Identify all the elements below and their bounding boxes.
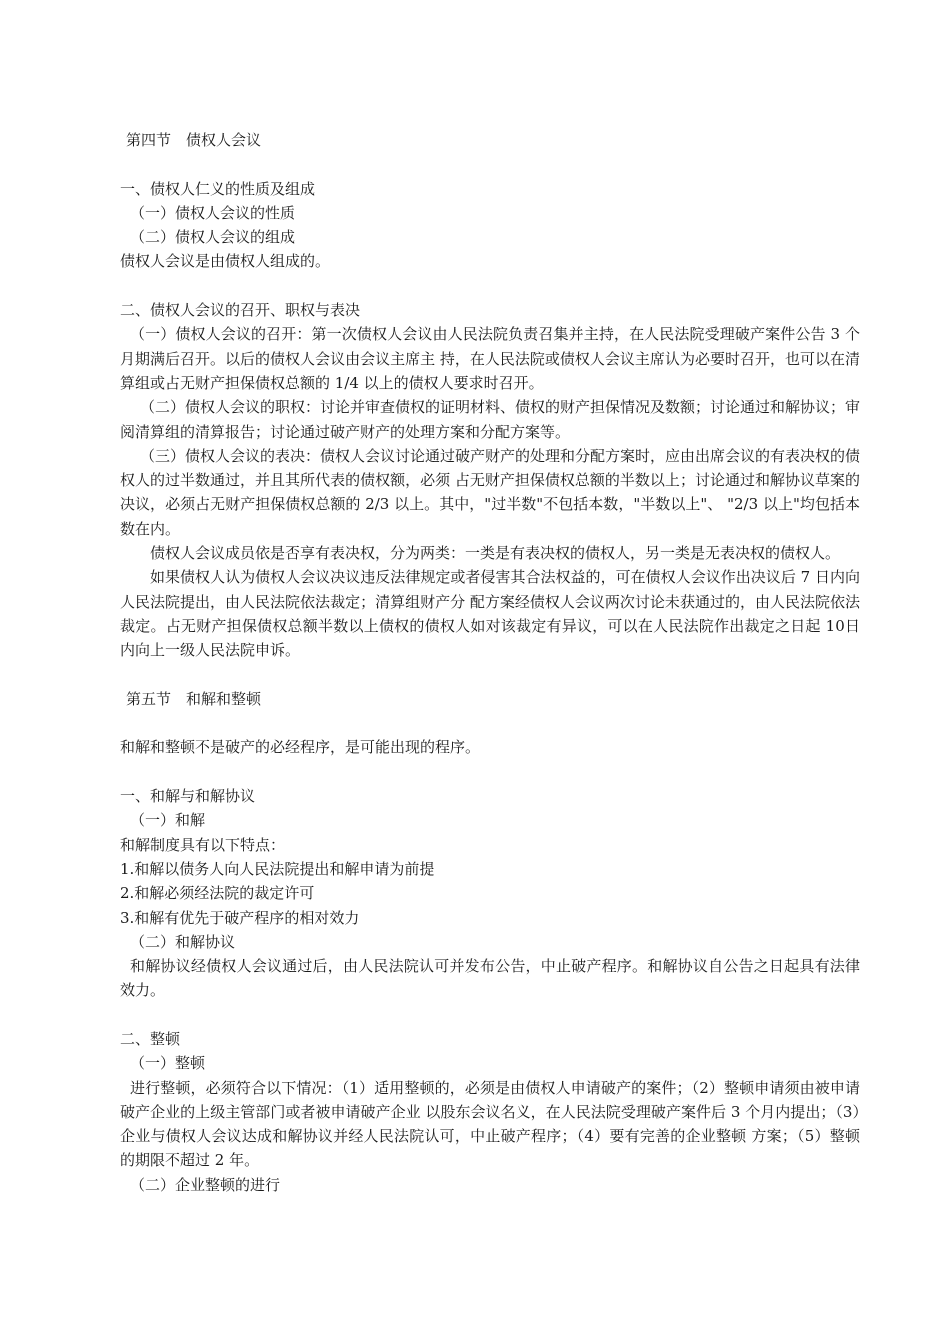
paragraph-settlement-agreement [120,954,860,1003]
spacer [120,663,860,687]
document-body [120,128,860,1197]
paragraph-text: （二）债权人会议的职权：讨论并审查债权的证明材料、债权的财产担保情况及数额；讨论通过和解协议；审阅清算组的清算报告；讨论通过破产财产的处理方案和分配方案等。 [120,398,861,441]
spacer [120,274,860,298]
section-5-part-2-sub-2: （二）企业整顿的进行 [130,1175,281,1194]
paragraph-meeting-voting [120,444,860,541]
section-5-part-2-sub-1: （一）整顿 [130,1054,206,1073]
feature-item: 2.和解必须经法院的裁定许可 [120,884,315,903]
paragraph-text: 和解协议经债权人会议通过后，由人民法院认可并发布公告，中止破产程序。和解协议自公告之日起具有法律效力。 [120,957,860,1000]
paragraph-meeting-powers [120,395,860,444]
feature-item: 3.和解有优先于破产程序的相对效力 [120,908,360,927]
feature-item: 1.和解以债务人向人民法院提出和解申请为前提 [120,859,435,878]
section-5-part-1-sub-2: （二）和解协议 [130,932,236,951]
paragraph-text: 债权人会议成员依是否享有表决权，分为两类：一类是有表决权的债权人，另一类是无表决权的债权人。 [150,544,841,563]
paragraph-member-types [120,541,860,565]
section-5-part-2-heading: 二、整顿 [120,1029,181,1048]
section-4-part-1-text: 债权人会议是由债权人组成的。 [120,252,331,271]
section-5-part-1-heading: 一、和解与和解协议 [120,787,256,806]
section-4-part-1-heading: 一、债权人仁义的性质及组成 [120,179,316,198]
paragraph-text: （一）债权人会议的召开：第一次债权人会议由人民法院负责召集并主持，在人民法院受理破产案件公告 3 个月期满后召开。以后的债权人会议由会议主席主 持，在人民法院或债权人会议主席认为必要时召开，也可以在清算组或占无财产担保债权总额的 1/4 以上的债权人要求时召开。 [120,325,860,392]
section-5-part-1-sub-1: （一）和解 [130,811,206,830]
paragraph-rectification-conditions [120,1076,860,1173]
paragraph-text: （三）债权人会议的表决：债权人会议讨论通过破产财产的处理和分配方案时，应由出席会议的有表决权的债权人的过半数通过，并且其所代表的债权额，必须 占无财产担保债权总额的半数以上；讨论通过和解协议草案的决议，必须占无财产担保债权总额的 2/3 以上。其中，"过半数"不包括本数，"半数以上"、 "2/3 以上"均包括本数在内。 [120,446,861,538]
section-5-title: 第五节 和解和整顿 [126,689,262,708]
section-5-intro: 和解和整顿不是破产的必经程序，是可能出现的程序。 [120,738,481,757]
paragraph-text: 进行整顿，必须符合以下情况：（1）适用整顿的，必须是由债权人申请破产的案件；（2）整顿申请须由被申请破产企业的上级主管部门或者被申请破产企业 以股东会议名义，在人民法院受理破产案件后 3 个月内提出；（3）企业与债权人会议达成和解协议并经人民法院认可，中止破产程序；（4）要有完善的企业整顿 方案；（5）整顿的期限不超过 2 年。 [120,1078,860,1170]
paragraph-objection [120,565,860,662]
features-intro: 和解制度具有以下特点： [120,835,286,854]
spacer [120,152,860,176]
paragraph-text: 如果债权人认为债权人会议决议违反法律规定或者侵害其合法权益的，可在债权人会议作出决议后 7 日内向人民法院提出，由人民法院依法裁定；清算组财产分 配方案经债权人会议两次讨论未获通过的，由人民法院依法裁定。占无财产担保债权总额半数以上债权的债权人如对该裁定有异议，可以在人民法院作出裁定之日起 10日内向上一级人民法院申诉。 [120,568,860,660]
spacer [120,760,860,784]
section-4-part-1-sub-1: （一）债权人会议的性质 [130,203,296,222]
paragraph-meeting-convening [120,322,860,395]
section-4-part-1-sub-2: （二）债权人会议的组成 [130,228,296,247]
spacer [120,711,860,735]
section-4-title: 第四节 债权人会议 [126,131,262,149]
section-4-part-2-heading: 二、债权人会议的召开、职权与表决 [120,301,361,320]
spacer [120,1003,860,1027]
